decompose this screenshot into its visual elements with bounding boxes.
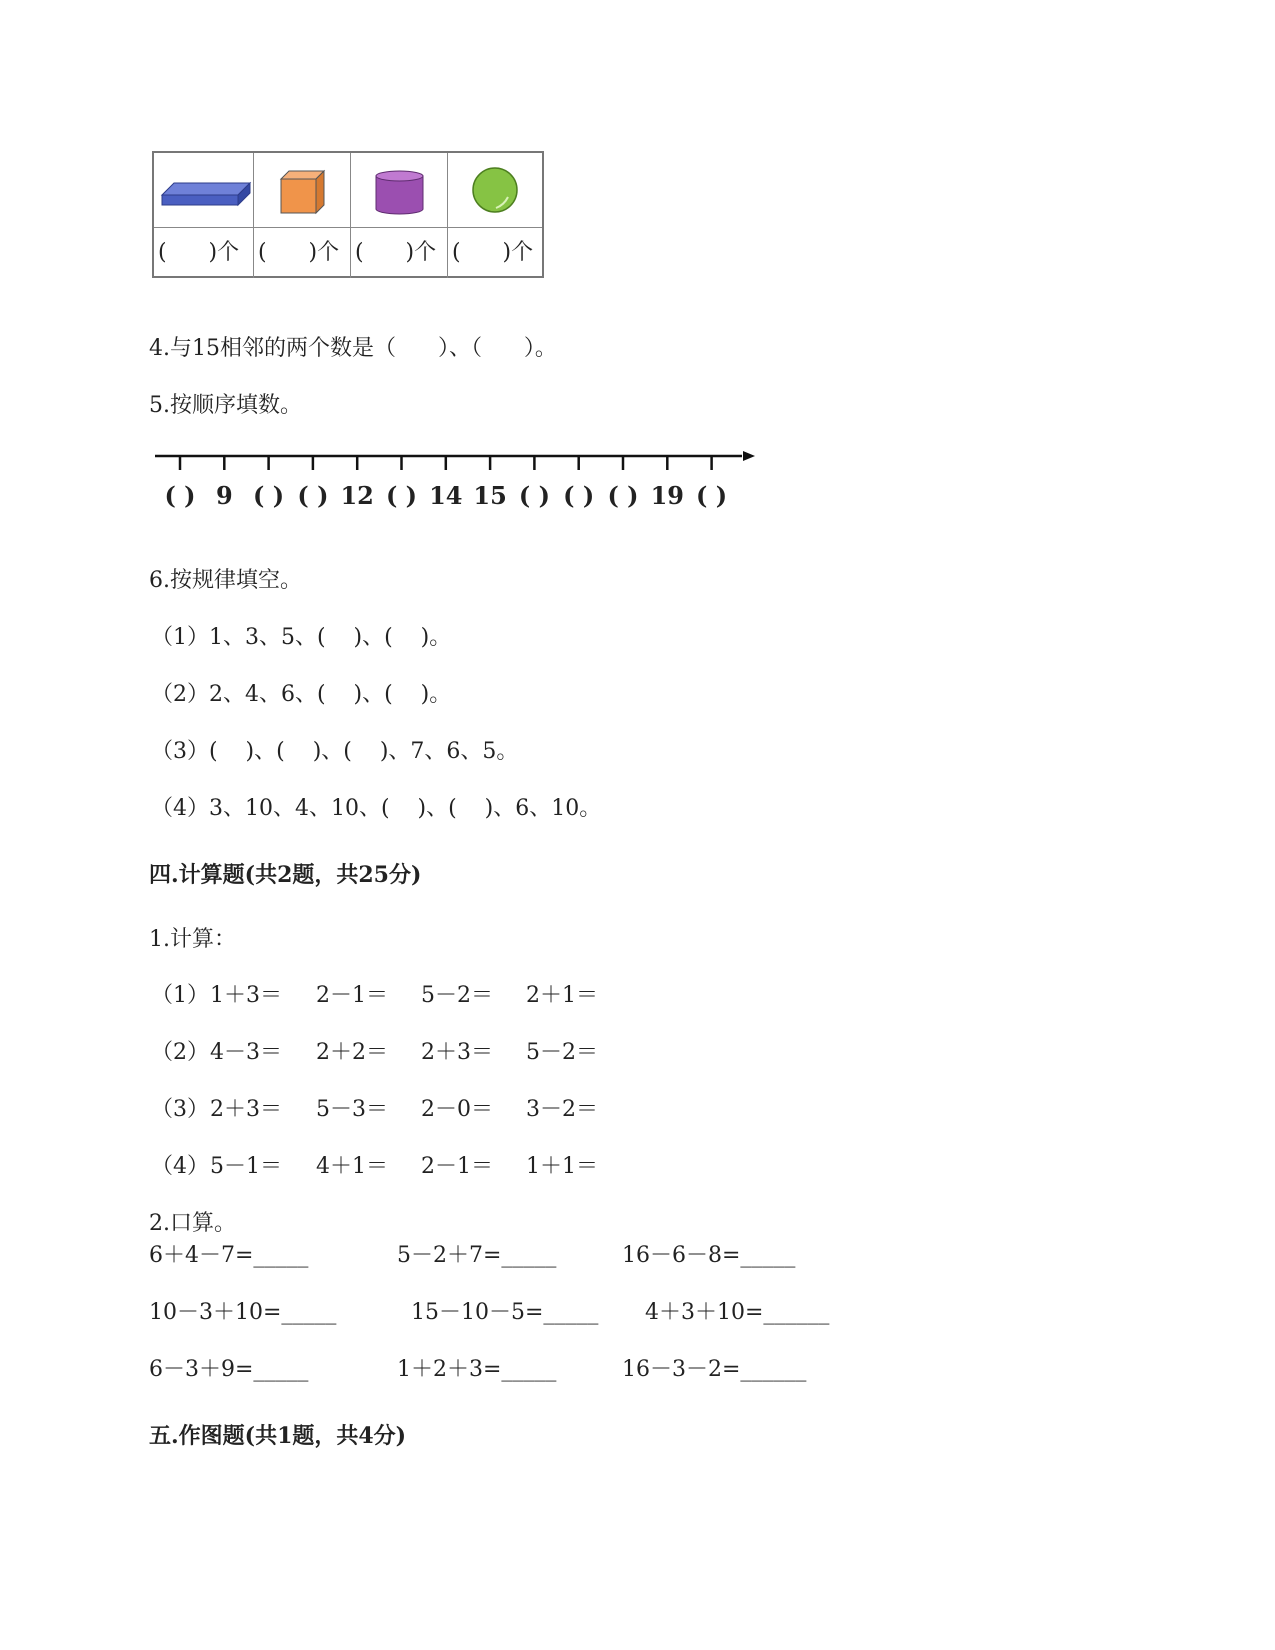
section-4-title: 四.计算题(共2题，共25分) <box>149 862 422 888</box>
mental-item: 15－10－5=_____ <box>411 1300 599 1325</box>
calc-row-label: （4） <box>151 1154 209 1179</box>
mental-item: 6＋4－7=_____ <box>149 1243 309 1268</box>
calc-item: 5－2＝ <box>526 1040 598 1065</box>
calc-item: 4＋1＝ <box>316 1154 388 1179</box>
question-6-item-3: （3）( )、( )、( )、7、6、5。 <box>151 739 519 764</box>
calc-item: 2－0＝ <box>421 1097 493 1122</box>
number-line-blank[interactable]: ( ) <box>696 481 728 510</box>
number-line-blank[interactable]: ( ) <box>607 481 639 510</box>
number-line-blank[interactable]: ( ) <box>164 481 196 510</box>
calc-item: 1＋3＝ <box>210 983 282 1008</box>
calc-item: 5－1＝ <box>210 1154 282 1179</box>
calc-row-label: （1） <box>151 983 209 1008</box>
sphere-icon <box>448 153 542 228</box>
mental-item: 10－3＋10=_____ <box>149 1300 337 1325</box>
calc-item: 1＋1＝ <box>526 1154 598 1179</box>
calc-item: 2－1＝ <box>316 983 388 1008</box>
shape-count-table <box>152 151 544 278</box>
calc-item: 3－2＝ <box>526 1097 598 1122</box>
section-5-title: 五.作图题(共1题，共4分) <box>149 1423 407 1449</box>
question-4: 4.与15相邻的两个数是（ ）、（ ）。 <box>149 336 557 361</box>
cylinder-count-blank[interactable]: ( )个 <box>351 228 448 278</box>
shape-cell-sphere <box>448 153 542 228</box>
cuboid-count-blank[interactable]: ( )个 <box>154 228 254 278</box>
cube-count-blank[interactable]: ( )个 <box>254 228 351 278</box>
arrow-head-icon <box>743 451 755 461</box>
number-line-blank[interactable]: ( ) <box>385 481 418 510</box>
cube-icon <box>254 153 351 228</box>
number-line-label: 12 <box>340 481 374 510</box>
question-6-item-1: （1）1、3、5、( )、( )。 <box>151 625 452 650</box>
calc-item: 2＋3＝ <box>210 1097 282 1122</box>
question-6-title: 6.按规律填空。 <box>149 568 302 593</box>
mental-item: 5－2＋7=_____ <box>397 1243 557 1268</box>
calc-row-label: （3） <box>151 1097 209 1122</box>
number-line-blank[interactable]: ( ) <box>518 481 550 510</box>
question-6-item-4: （4）3、10、4、10、( )、( )、6、10。 <box>151 796 602 821</box>
mental-item: 6－3＋9=_____ <box>149 1357 309 1382</box>
calc-item: 2＋2＝ <box>316 1040 388 1065</box>
shape-cell-cylinder <box>351 153 448 228</box>
calc-item: 2－1＝ <box>421 1154 493 1179</box>
calc-item: 4－3＝ <box>210 1040 282 1065</box>
mental-calc-title: 2.口算。 <box>149 1211 236 1236</box>
number-line-blank[interactable]: ( ) <box>253 481 285 510</box>
mental-item: 16－6－8=_____ <box>622 1243 796 1268</box>
calc-item: 5－2＝ <box>421 983 493 1008</box>
number-line-label: 9 <box>215 481 233 510</box>
sphere-count-blank[interactable]: ( )个 <box>452 240 534 265</box>
number-line-label: 19 <box>650 481 684 510</box>
shape-cell-cuboid <box>154 153 254 228</box>
cuboid-icon <box>154 153 254 228</box>
shape-cell-cube <box>254 153 351 228</box>
number-line <box>150 444 760 474</box>
calc-item: 2＋1＝ <box>526 983 598 1008</box>
number-line-label: 15 <box>473 481 507 510</box>
number-line-blank[interactable]: ( ) <box>297 481 329 510</box>
calc-item: 5－3＝ <box>316 1097 388 1122</box>
mental-item: 4＋3＋10=______ <box>645 1300 830 1325</box>
calc-item: 2＋3＝ <box>421 1040 493 1065</box>
mental-item: 1＋2＋3=_____ <box>397 1357 557 1382</box>
mental-item: 16－3－2=______ <box>622 1357 807 1382</box>
number-line-blank[interactable]: ( ) <box>563 481 595 510</box>
cylinder-icon <box>351 153 448 228</box>
number-line-label: 14 <box>429 481 463 510</box>
question-5-title: 5.按顺序填数。 <box>149 393 302 418</box>
calc-row-label: （2） <box>151 1040 209 1065</box>
calc-title: 1.计算： <box>149 927 236 952</box>
question-6-item-2: （2）2、4、6、( )、( )。 <box>151 682 452 707</box>
